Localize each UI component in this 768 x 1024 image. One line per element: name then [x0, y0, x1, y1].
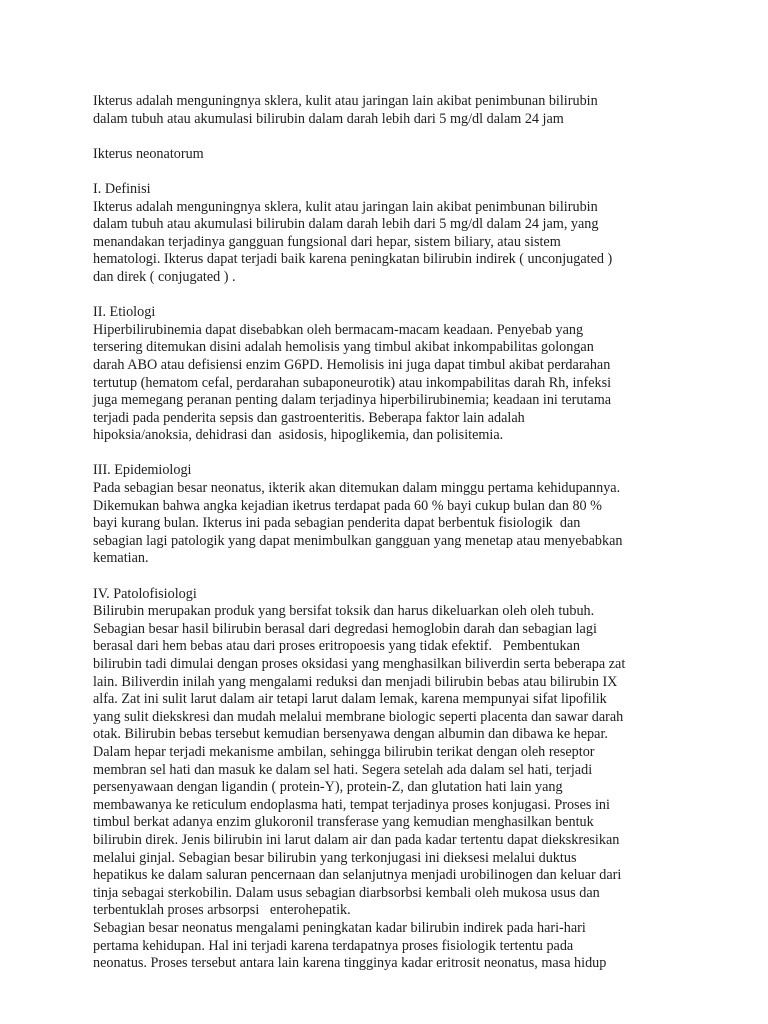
paragraph-line: Pada sebagian besar neonatus, ikterik akan ditemukan dalam minggu pertama kehidupannya. — [93, 480, 621, 497]
paragraph-line: juga memegang peranan penting dalam terjadinya hiperbilirubinemia; keadaan ini terutama — [93, 392, 612, 409]
paragraph-line: membran sel hati dan masuk ke dalam sel hati. Segera setelah ada dalam sel hati, terjadi — [93, 761, 593, 778]
paragraph-line: otak. Bilirubin bebas tersebut kemudian bersenyawa dengan albumin dan dibawa ke hepar. — [93, 726, 608, 743]
paragraph-line: kematian. — [93, 550, 149, 567]
paragraph-line: sebagian lagi patologik yang dapat menimbulkan gangguan yang menetap atau menyebabkan — [93, 532, 623, 549]
paragraph-line: persenyawaan dengan ligandin ( protein-Y), protein-Z, dan glutation hati lain yang — [93, 779, 563, 796]
paragraph-spacer — [93, 287, 683, 305]
section-heading: IV. Patolofisiologi — [93, 585, 197, 602]
paragraph-line: Hiperbilirubinemia dapat disebabkan oleh bermacam-macam keadaan. Penyebab yang — [93, 321, 584, 338]
paragraph-line: hepatikus ke dalam saluran pencernaan dan selanjutnya menjadi urobilinogen dan keluar dari — [93, 867, 622, 884]
paragraph-line: bayi kurang bulan. Ikterus ini pada sebagian penderita dapat berbentuk fisiologik dan — [93, 515, 581, 532]
paragraph-line: Ikterus adalah menguningnya sklera, kulit atau jaringan lain akibat penimbunan bilirubin — [93, 93, 598, 109]
paragraph-line: pertama kehidupan. Hal ini terjadi karena terdapatnya proses fisiologik tertentu pada — [93, 937, 574, 954]
paragraph-line: dalam tubuh atau akumulasi bilirubin dalam darah lebih dari 5 mg/dl dalam 24 jam, yang — [93, 216, 599, 233]
paragraph-spacer — [93, 445, 683, 463]
paragraph-line: dalam tubuh atau akumulasi bilirubin dalam darah lebih dari 5 mg/dl dalam 24 jam — [93, 110, 564, 127]
section-heading: I. Definisi — [93, 180, 151, 197]
section-patolofisiologi — [93, 586, 683, 973]
paragraph-line: neonatus. Proses tersebut antara lain karena tingginya kadar eritrosit neonatus, masa hidup — [93, 955, 607, 972]
paragraph-line: menandakan terjadinya gangguan fungsional dari hepar, sistem biliary, atau sistem — [93, 233, 561, 250]
paragraph-line: darah ABO atau defisiensi enzim G6PD. Hemolisis ini juga dapat timbul akibat perdarahan — [93, 356, 611, 373]
paragraph-line: dan direk ( conjugated ) . — [93, 268, 236, 285]
document-page — [93, 93, 683, 973]
intro-paragraph — [93, 93, 683, 128]
paragraph-line: timbul berkat adanya enzim glukoronil transferase yang kemudian menghasilkan bentuk — [93, 814, 594, 831]
paragraph-spacer — [93, 163, 683, 181]
document-title: Ikterus neonatorum — [93, 145, 204, 162]
paragraph-line: Sebagian besar neonatus mengalami peningkatan kadar bilirubin indirek pada hari-hari — [93, 919, 586, 936]
paragraph-line: Sebagian besar hasil bilirubin berasal dari degredasi hemoglobin darah dan sebagian lagi — [93, 620, 597, 637]
paragraph-line: tertutup (hematom cefal, perdarahan subaponeurotik) atau inkompabilitas darah Rh, infeksi — [93, 374, 612, 391]
paragraph-line: bilirubin direk. Jenis bilirubin ini larut dalam air dan pada kadar tertentu dapat diekskresikan — [93, 831, 620, 848]
paragraph-spacer — [93, 568, 683, 586]
section-etiologi — [93, 304, 683, 445]
paragraph-line: Bilirubin merupakan produk yang bersifat toksik dan harus dikeluarkan oleh oleh tubuh. — [93, 603, 595, 620]
paragraph-line: terbentuklah proses arbsorpsi enterohepatik. — [93, 902, 351, 919]
section-heading: III. Epidemiologi — [93, 462, 192, 479]
paragraph-line: berasal dari hem bebas atau dari proses eritropoesis yang tidak efektif. Pembentukan — [93, 638, 580, 655]
section-definisi — [93, 181, 683, 287]
paragraph-line: membawanya ke reticulum endoplasma hati, tempat terjadinya proses konjugasi. Proses ini — [93, 796, 610, 813]
paragraph-line: Dikemukan bahwa angka kejadian iketrus terdapat pada 60 % bayi cukup bulan dan 80 % — [93, 497, 603, 514]
paragraph-line: terjadi pada penderita sepsis dan gastroenteritis. Beberapa faktor lain adalah — [93, 409, 525, 426]
paragraph-line: Ikterus adalah menguningnya sklera, kulit atau jaringan lain akibat penimbunan bilirubin — [93, 198, 598, 215]
section-heading: II. Etiologi — [93, 304, 156, 321]
paragraph-spacer — [93, 128, 683, 146]
paragraph-line: hematologi. Ikterus dapat terjadi baik karena peningkatan bilirubin indirek ( unconjugated ) — [93, 251, 613, 268]
paragraph-line: tersering ditemukan disini adalah hemolisis yang timbul akibat inkompabilitas golongan — [93, 339, 594, 356]
paragraph-line: lain. Biliverdin inilah yang mengalami reduksi dan menjadi bilirubin bebas atau bilirubin IX — [93, 673, 618, 690]
paragraph-line: bilirubin tadi dimulai dengan proses oksidasi yang menghasilkan biliverdin serta beberapa zat — [93, 656, 626, 672]
paragraph-line: alfa. Zat ini sulit larut dalam air tetapi larut dalam lemak, karena mempunyai sifat lipofilik — [93, 691, 607, 708]
paragraph-line: yang sulit diekskresi dan mudah melalui membrane biologic seperti placenta dan sawar darah — [93, 708, 624, 725]
paragraph-line: Dalam hepar terjadi mekanisme ambilan, sehingga bilirubin terikat dengan oleh reseptor — [93, 743, 595, 760]
paragraph-line: hipoksia/anoksia, dehidrasi dan asidosis, hipoglikemia, dan polisitemia. — [93, 427, 504, 444]
paragraph-line: melalui ginjal. Sebagian besar bilirubin yang terkonjugasi ini dieksesi melalui duktus — [93, 849, 577, 866]
paragraph-line: tinja sebagai sterkobilin. Dalam usus sebagian diarbsorbsi kembali oleh mukosa usus dan — [93, 884, 600, 901]
section-epidemiologi — [93, 462, 683, 568]
